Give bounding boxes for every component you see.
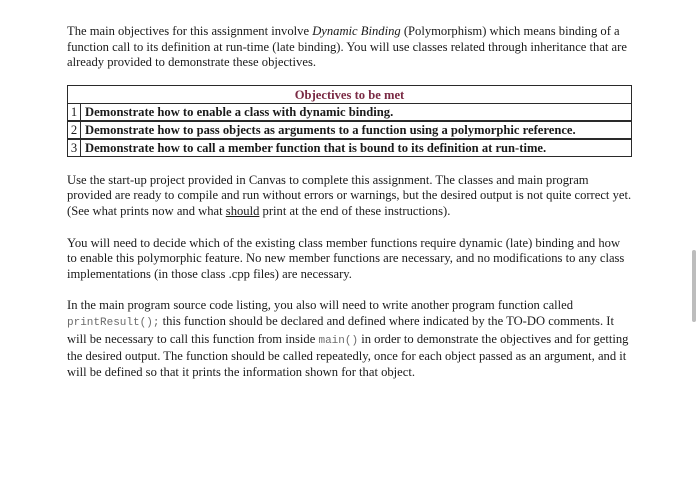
startup-project-paragraph — [67, 173, 632, 220]
vertical-scrollbar[interactable] — [692, 250, 696, 322]
objective-row-2 — [68, 121, 632, 139]
objective-number: 1 — [68, 103, 81, 121]
dynamic-binding-paragraph: You will need to decide which of the existing class member functions require dynamic (late) binding and how to enable this polymorphic feature. No new member functions are necessary, and no modifications to any class implementations (in those class .cpp files) are necessary. — [67, 235, 625, 281]
intro-paragraph — [67, 24, 632, 71]
objectives-header-row — [68, 85, 632, 103]
print-result-paragraph — [67, 298, 632, 380]
document-page — [67, 24, 632, 380]
para2-text-post: print at the end of these instructions). — [259, 203, 451, 218]
objective-row-3 — [68, 139, 632, 157]
objective-text: Demonstrate how to pass objects as arguments to a function using a polymorphic reference. — [81, 121, 632, 139]
objectives-table — [67, 85, 632, 157]
objective-text: Demonstrate how to enable a class with dynamic binding. — [81, 103, 632, 121]
objective-text: Demonstrate how to call a member function that is bound to its definition at run-time. — [81, 139, 632, 157]
objective-number: 3 — [68, 139, 81, 157]
para4-part3: in order to demonstrate the objectives and for getting the desired output. The function should be called repeatedly, once for each object passed as an argument, and it will be defined so that it prints the information shown for that object. — [67, 331, 629, 379]
intro-text-post: (Polymorphism) which means binding of a function call to its definition at run-time (late binding). You will use classes related through inheritance that are already provided to demonstrate these objectives. — [67, 24, 627, 70]
para2-text-pre: Use the start-up project provided in Canvas to complete this assignment. The classes and main program provided are ready to compile and run without errors or warnings, but the desired output is not quite correct yet. (See what prints now and what — [67, 172, 632, 218]
intro-emphasis: Dynamic Binding — [312, 24, 401, 38]
para2-underlined-word: should — [225, 203, 260, 218]
main-code: main() — [318, 334, 359, 347]
objective-number: 2 — [68, 121, 81, 139]
objectives-header: Objectives to be met — [68, 85, 632, 103]
intro-text-pre: The main objectives for this assignment involve — [67, 24, 313, 38]
para4-part2: this function should be declared and defined where indicated by the TO-DO comments. It will be necessary to call this function from inside — [67, 313, 614, 346]
print-result-code: printResult(); — [67, 316, 160, 329]
objective-row-1 — [68, 103, 632, 121]
para4-part1: In the main program source code listing, you also will need to write another program function called — [67, 298, 574, 313]
